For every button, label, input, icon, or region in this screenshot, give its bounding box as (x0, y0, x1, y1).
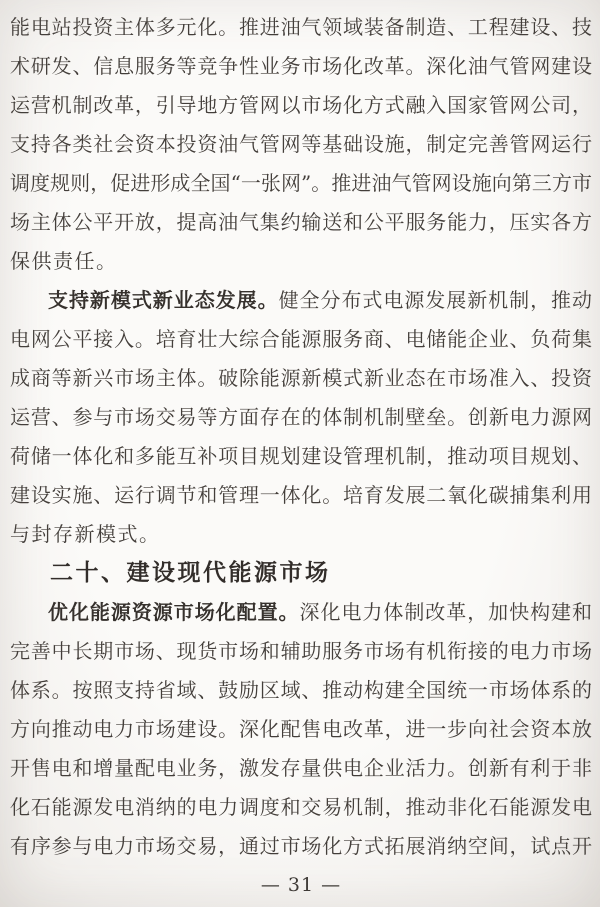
text-line: 开售电和增量配电业务，激发存量供电企业活力。创新有利于非 (10, 756, 592, 780)
text-line: 与封存新模式。 (10, 522, 161, 546)
text-line: 完善中长期市场、现货市场和辅助服务市场有机衔接的电力市场 (10, 639, 592, 663)
text-line: 运营机制改革，引导地方管网以市场化方式融入国家管网公司， (10, 93, 592, 117)
text-line: 场主体公平开放，提高油气集约输送和公平服务能力，压实各方 (10, 210, 592, 234)
text-line: 调度规则，促进形成全国“一张网”。推进油气管网设施向第三方市 (10, 171, 592, 195)
text-line: 成商等新兴市场主体。破除能源新模式新业态在市场准入、投资 (10, 366, 592, 390)
paragraph-text: 深化电力体制改革，加快构建和 (299, 600, 592, 624)
text-line: 运营、参与市场交易等方面存在的体制机制壁垒。创新电力源网 (10, 405, 592, 429)
text-line: 方向推动电力市场建设。深化配售电改革，进一步向社会资本放 (10, 717, 592, 741)
text-line: 保供责任。 (10, 249, 118, 273)
section-heading: 二十、建设现代能源市场 (50, 560, 331, 586)
paragraph-lead-in: 优化能源资源市场化配置。 (48, 600, 300, 624)
paragraph-lead-in: 支持新模式新业态发展。 (48, 288, 279, 312)
text-line: 电网公平接入。培育壮大综合能源服务商、电储能企业、负荷集 (10, 327, 592, 351)
text-line (10, 593, 592, 632)
paragraph-text: 健全分布式电源发展新机制，推动 (278, 288, 592, 312)
text-line: 荷储一体化和多能互补项目规划建设管理机制，推动项目规划、 (10, 444, 592, 468)
page-number: — 31 — (260, 874, 342, 896)
text-line: 支持各类社会资本投资油气管网等基础设施，制定完善管网运行 (10, 132, 592, 156)
text-line: 有序参与电力市场交易，通过市场化方式拓展消纳空间，试点开 (10, 834, 592, 858)
text-line: 化石能源发电消纳的电力调度和交易机制，推动非化石能源发电 (10, 795, 592, 819)
text-line (10, 281, 592, 320)
text-block (10, 8, 592, 905)
text-line: 术研发、信息服务等竞争性业务市场化改革。深化油气管网建设 (10, 54, 592, 78)
text-line: 建设实施、运行调节和管理一体化。培育发展二氧化碳捕集利用 (10, 483, 592, 507)
text-line: 能电站投资主体多元化。推进油气领域装备制造、工程建设、技 (10, 15, 592, 39)
text-line: 体系。按照支持省域、鼓励区域、推动构建全国统一市场体系的 (10, 678, 592, 702)
